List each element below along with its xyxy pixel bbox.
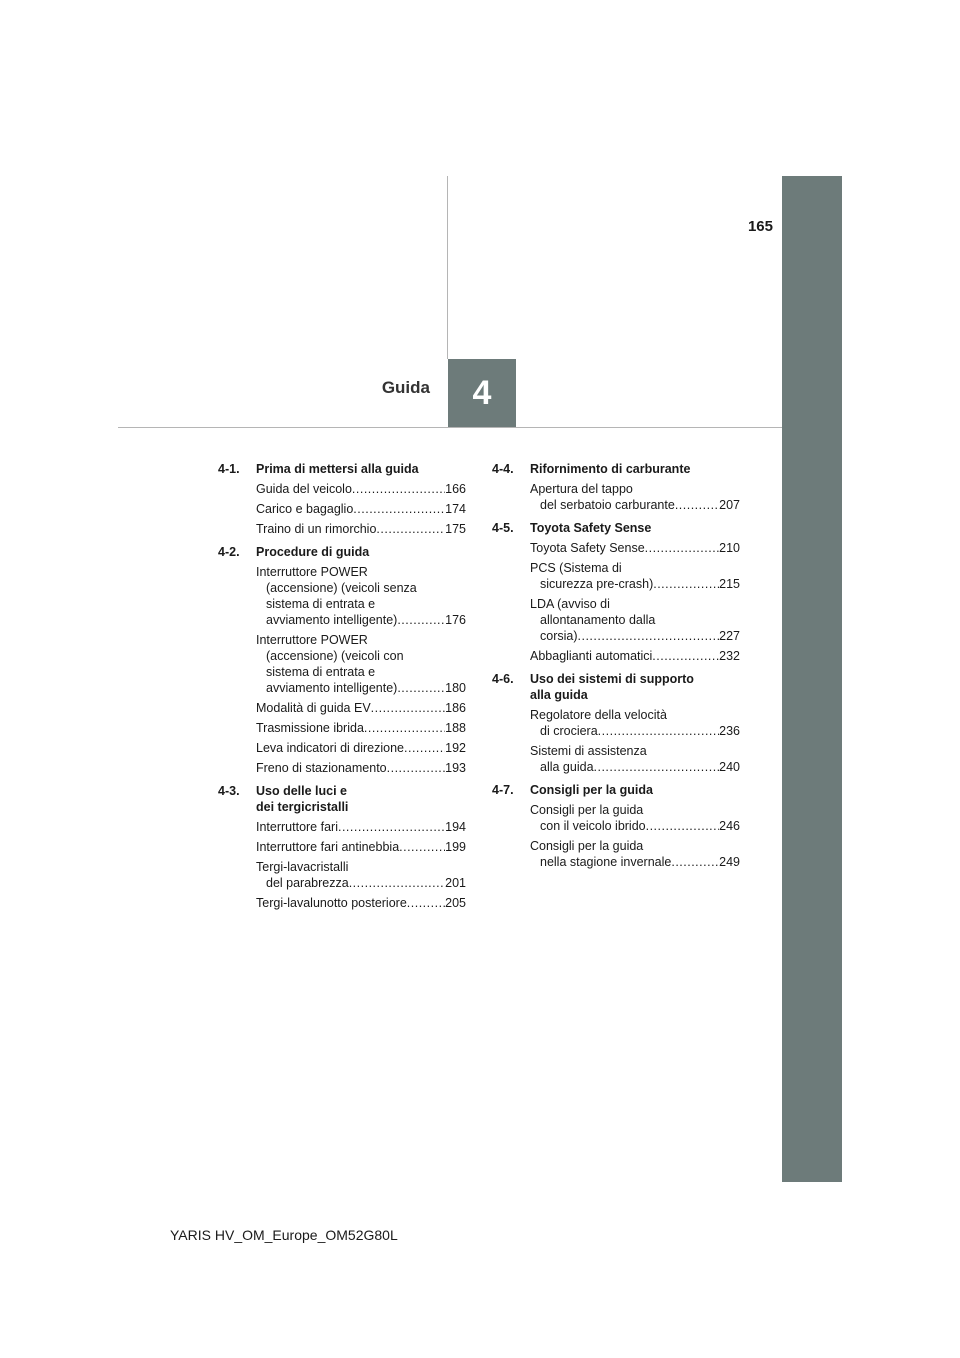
toc-leader-dots	[578, 628, 720, 644]
footer-document-code: YARIS HV_OM_Europe_OM52G80L	[170, 1227, 398, 1243]
toc-column-right	[492, 461, 740, 877]
toc-entry[interactable]	[256, 481, 466, 497]
toc-entry-text: Toyota Safety Sense	[530, 541, 645, 555]
toc-section-heading	[492, 461, 740, 477]
toc-entry-line	[530, 540, 740, 556]
toc-section-heading	[218, 461, 466, 477]
toc-section-title	[256, 461, 466, 477]
chapter-title: Guida	[381, 378, 430, 397]
toc-entry-line	[256, 895, 466, 911]
toc-leader-dots	[653, 576, 719, 592]
toc-entry[interactable]	[256, 895, 466, 911]
toc-entry[interactable]	[530, 481, 740, 513]
toc-entries	[530, 481, 740, 513]
toc-section-title-line: Procedure di guida	[256, 545, 370, 559]
toc-entry[interactable]	[256, 740, 466, 756]
toc-section-heading	[492, 520, 740, 536]
toc-entries	[256, 564, 466, 776]
toc-entry-line: allontanamento dalla	[540, 613, 656, 627]
toc-entry-text: Guida del veicolo	[256, 482, 352, 496]
toc-section-title	[530, 671, 740, 703]
toc-entry-text: Freno di stazionamento	[256, 761, 387, 775]
toc-entry-line	[530, 497, 740, 513]
toc-column-left	[218, 461, 466, 918]
toc-entry-line: Apertura del tappo	[530, 482, 633, 496]
toc-entry-text: nella stagione invernale	[540, 855, 672, 869]
toc-leader-dots	[352, 481, 445, 497]
toc-entry-line: Interruttore POWER	[256, 633, 368, 647]
chapter-side-tab	[782, 176, 842, 1182]
toc-entry-line	[256, 839, 466, 855]
toc-entry[interactable]	[256, 521, 466, 537]
toc-entry-text: del parabrezza	[266, 876, 349, 890]
toc-entry-text: alla guida	[540, 760, 594, 774]
toc-entry-line	[256, 680, 466, 696]
toc-entry[interactable]	[530, 743, 740, 775]
toc-section-title-line: Consigli per la guida	[530, 783, 653, 797]
toc-entry-line: sistema di entrata e	[266, 665, 376, 679]
toc-section-title	[256, 783, 466, 815]
toc-leader-dots	[399, 839, 445, 855]
toc-entry-line	[256, 720, 466, 736]
toc-entries	[530, 540, 740, 664]
toc-section	[218, 544, 466, 776]
toc-entries	[530, 802, 740, 870]
toc-entry-line: Regolatore della velocità	[530, 708, 667, 722]
toc-entry-page: 205	[445, 896, 466, 910]
toc-entry-text: avviamento intelligente)	[266, 681, 398, 695]
toc-entries	[256, 819, 466, 911]
toc-entry[interactable]	[530, 540, 740, 556]
toc-section-heading	[218, 783, 466, 815]
toc-entry-text: sicurezza pre-crash)	[540, 577, 654, 591]
toc-section-number: 4-4.	[492, 462, 514, 476]
horizontal-rule	[118, 427, 782, 428]
toc-entry[interactable]	[256, 501, 466, 517]
toc-section	[218, 783, 466, 911]
chapter-number-box	[448, 359, 516, 427]
toc-leader-dots	[675, 497, 719, 513]
toc-entry-page: 194	[445, 820, 466, 834]
toc-leader-dots	[349, 875, 445, 891]
toc-section-title-line: dei tergicristalli	[256, 800, 349, 814]
chapter-number: 4	[472, 373, 492, 412]
toc-section-title	[530, 461, 740, 477]
toc-entry-page: 199	[445, 840, 466, 854]
toc-leader-dots	[376, 521, 445, 537]
toc-entry-page: 249	[719, 855, 740, 869]
toc-leader-dots	[397, 680, 445, 696]
toc-leader-dots	[371, 700, 445, 716]
toc-entry[interactable]	[256, 839, 466, 855]
toc-entry-page: 176	[445, 613, 466, 627]
toc-entry-text: Modalità di guida EV	[256, 701, 371, 715]
toc-section-title	[530, 520, 740, 536]
toc-entry-line	[530, 648, 740, 664]
toc-entry[interactable]	[530, 802, 740, 834]
toc-entry-text: corsia)	[540, 629, 578, 643]
toc-entry-page: 236	[719, 724, 740, 738]
toc-section-number: 4-1.	[218, 462, 240, 476]
toc-entry-line: Consigli per la guida	[530, 803, 644, 817]
vertical-rule	[447, 176, 448, 359]
toc-section-title-line: Rifornimento di carburante	[530, 462, 691, 476]
toc-entry-line	[530, 628, 740, 644]
toc-leader-dots	[404, 740, 445, 756]
toc-entry-line	[256, 612, 466, 628]
toc-entry[interactable]	[530, 838, 740, 870]
toc-section-title	[256, 544, 466, 560]
toc-leader-dots	[645, 540, 719, 556]
toc-leader-dots	[397, 612, 445, 628]
toc-entry-text: di crociera	[540, 724, 598, 738]
toc-entry-page: 207	[719, 498, 740, 512]
toc-leader-dots	[407, 895, 445, 911]
toc-entries	[530, 707, 740, 775]
toc-entry[interactable]	[256, 720, 466, 736]
toc-leader-dots	[598, 723, 719, 739]
toc-entry-line	[530, 576, 740, 592]
toc-entry-page: 186	[445, 701, 466, 715]
toc-leader-dots	[594, 759, 720, 775]
toc-entry-line	[256, 700, 466, 716]
toc-section-title-line: alla guida	[530, 688, 588, 702]
toc-entry-page: 215	[719, 577, 740, 591]
toc-entry-line: Sistemi di assistenza	[530, 744, 647, 758]
toc-entry-text: Leva indicatori di direzione	[256, 741, 405, 755]
toc-entry-line	[256, 875, 466, 891]
toc-entry-page: 188	[445, 721, 466, 735]
toc-entry-text: Traino di un rimorchio	[256, 522, 377, 536]
toc-leader-dots	[353, 501, 445, 517]
toc-entry-text: Tergi-lavalunotto posteriore	[256, 896, 407, 910]
toc-entry-line: Tergi-lavacristalli	[256, 860, 349, 874]
toc-entry-page: 166	[445, 482, 466, 496]
toc-entry-line: Interruttore POWER	[256, 565, 368, 579]
toc-section	[218, 461, 466, 537]
toc-entry-line: (accensione) (veicoli senza	[266, 581, 417, 595]
toc-entry[interactable]	[530, 596, 740, 644]
toc-entry-line	[530, 723, 740, 739]
toc-entry-text: Interruttore fari	[256, 820, 338, 834]
toc-section-title-line: Uso dei sistemi di supporto	[530, 672, 694, 686]
toc-entry-line	[256, 521, 466, 537]
toc-entry-page: 240	[719, 760, 740, 774]
toc-entry-text: con il veicolo ibrido	[540, 819, 646, 833]
toc-entry-page: 180	[445, 681, 466, 695]
toc-section-title-line: Uso delle luci e	[256, 784, 348, 798]
toc-entry[interactable]	[256, 819, 466, 835]
toc-entry-line	[256, 501, 466, 517]
toc-entry[interactable]	[256, 564, 466, 628]
toc-section-heading	[218, 544, 466, 560]
toc-entry-page: 174	[445, 502, 466, 516]
toc-entry-page: 175	[445, 522, 466, 536]
toc-entry-text: Interruttore fari antinebbia	[256, 840, 400, 854]
toc-leader-dots	[387, 760, 446, 776]
toc-entry-line	[256, 760, 466, 776]
toc-entry-line	[530, 854, 740, 870]
toc-entry-page: 232	[719, 649, 740, 663]
toc-entry-text: del serbatoio carburante	[540, 498, 675, 512]
toc-section-number: 4-5.	[492, 521, 514, 535]
toc-entry-line	[256, 819, 466, 835]
toc-section	[492, 782, 740, 870]
toc-entry-line: sistema di entrata e	[266, 597, 376, 611]
toc-leader-dots	[652, 648, 719, 664]
toc-leader-dots	[671, 854, 719, 870]
toc-entry-page: 192	[445, 741, 466, 755]
toc-entry-text: Trasmissione ibrida	[256, 721, 364, 735]
toc-entry-page: 246	[719, 819, 740, 833]
toc-section-title	[530, 782, 740, 798]
toc-entry-line	[530, 818, 740, 834]
toc-entry[interactable]	[530, 560, 740, 592]
toc-entry[interactable]	[256, 859, 466, 891]
toc-section-number: 4-2.	[218, 545, 240, 559]
toc-entry-text: Abbaglianti automatici	[530, 649, 653, 663]
toc-entry[interactable]	[530, 707, 740, 739]
toc-section-number: 4-7.	[492, 783, 514, 797]
toc-entries	[256, 481, 466, 537]
toc-entry-text: Carico e bagaglio	[256, 502, 354, 516]
toc-section-number: 4-3.	[218, 784, 240, 798]
toc-section	[492, 671, 740, 775]
toc-section-number: 4-6.	[492, 672, 514, 686]
toc-entry-line	[256, 481, 466, 497]
toc-entry-line: PCS (Sistema di	[530, 561, 622, 575]
toc-entry-line: LDA (avviso di	[530, 597, 610, 611]
toc-entry-line: (accensione) (veicoli con	[266, 649, 404, 663]
toc-entry-line	[530, 759, 740, 775]
toc-entry[interactable]	[256, 700, 466, 716]
toc-section-heading	[492, 671, 740, 703]
toc-section	[492, 520, 740, 664]
toc-leader-dots	[646, 818, 720, 834]
toc-entry-text: avviamento intelligente)	[266, 613, 398, 627]
toc-entry-page: 193	[445, 761, 466, 775]
toc-section	[492, 461, 740, 513]
toc-entry-line	[256, 740, 466, 756]
toc-entry[interactable]	[530, 648, 740, 664]
toc-entry[interactable]	[256, 760, 466, 776]
toc-entry-page: 210	[719, 541, 740, 555]
toc-leader-dots	[364, 720, 445, 736]
toc-section-heading	[492, 782, 740, 798]
toc-section-title-line: Prima di mettersi alla guida	[256, 462, 419, 476]
toc-entry[interactable]	[256, 632, 466, 696]
toc-section-title-line: Toyota Safety Sense	[530, 521, 652, 535]
toc-entry-page: 201	[445, 876, 466, 890]
toc-entry-line: Consigli per la guida	[530, 839, 644, 853]
page-number: 165	[747, 218, 773, 235]
toc-leader-dots	[338, 819, 445, 835]
toc-entry-page: 227	[719, 629, 740, 643]
